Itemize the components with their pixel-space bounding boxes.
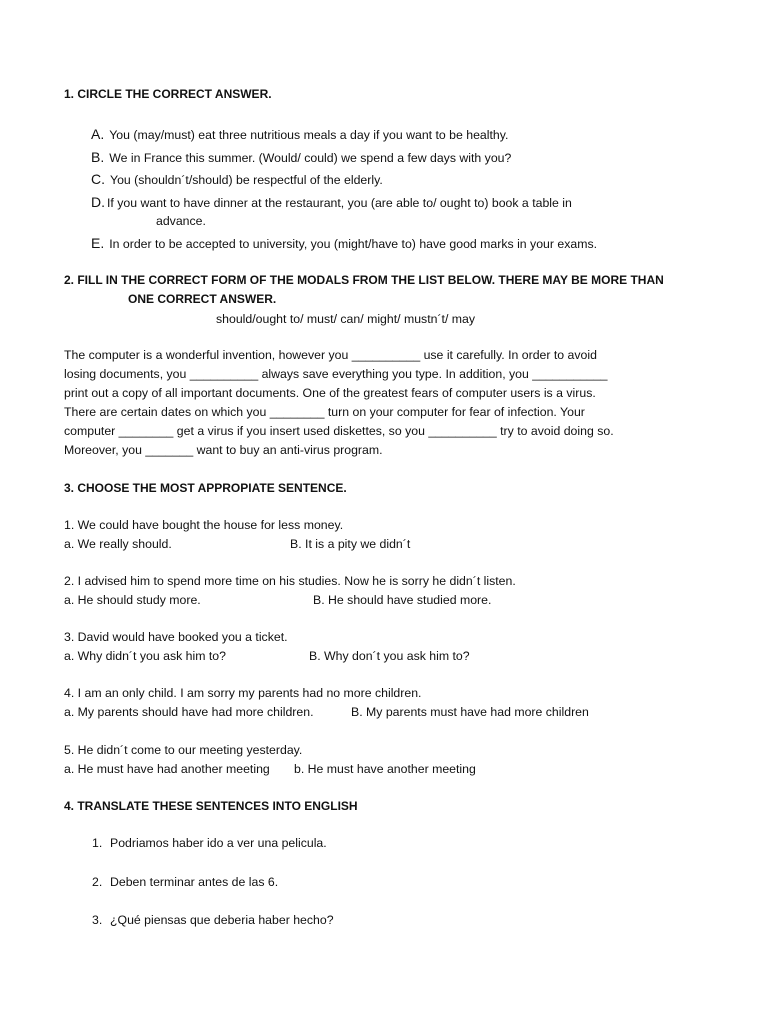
paragraph-line-4: There are certain dates on which you ________ turn on your computer for fear of infection. Your bbox=[64, 405, 585, 419]
question-5-option-b: b. He must have another meeting bbox=[294, 762, 476, 776]
question-3: 3. David would have booked you a ticket. bbox=[64, 630, 288, 644]
item-letter: A. bbox=[91, 126, 105, 142]
item-number: 1. bbox=[92, 836, 103, 850]
translate-item-1 bbox=[92, 835, 327, 851]
section1-item-b bbox=[91, 149, 511, 166]
question-2-option-a: a. He should study more. bbox=[64, 593, 201, 607]
section3-heading: 3. CHOOSE THE MOST APPROPIATE SENTENCE. bbox=[64, 481, 347, 495]
item-letter: B. bbox=[91, 149, 105, 165]
item-number: 3. bbox=[92, 913, 103, 927]
paragraph-line-5: computer ________ get a virus if you insert used diskettes, so you __________ try to avoid doing so. bbox=[64, 424, 614, 438]
item-text: You (shouldn´t/should) be respectful of the elderly. bbox=[110, 173, 383, 187]
section2-heading-continued: ONE CORRECT ANSWER. bbox=[128, 292, 277, 306]
question-4: 4. I am an only child. I am sorry my parents had no more children. bbox=[64, 686, 422, 700]
item-number: 2. bbox=[92, 875, 103, 889]
question-4-option-a: a. My parents should have had more children. bbox=[64, 705, 314, 719]
question-3-option-a: a. Why didn´t you ask him to? bbox=[64, 649, 226, 663]
section1-item-e bbox=[91, 235, 597, 252]
item-text: In order to be accepted to university, you (might/have to) have good marks in your exams. bbox=[109, 237, 598, 251]
item-letter: E. bbox=[91, 235, 105, 251]
section1-item-d bbox=[91, 194, 572, 211]
paragraph-line-1: The computer is a wonderful invention, however you __________ use it carefully. In order to avoid bbox=[64, 348, 597, 362]
question-1-option-a: a. We really should. bbox=[64, 537, 172, 551]
question-2: 2. I advised him to spend more time on his studies. Now he is sorry he didn´t listen. bbox=[64, 574, 516, 588]
question-5-option-a: a. He must have had another meeting bbox=[64, 762, 270, 776]
item-text: If you want to have dinner at the restaurant, you (are able to/ ought to) book a table in bbox=[107, 196, 572, 210]
item-letter: D. bbox=[91, 194, 105, 210]
item-text: We in France this summer. (Would/ could) we spend a few days with you? bbox=[109, 151, 512, 165]
section1-heading: 1. CIRCLE THE CORRECT ANSWER. bbox=[64, 87, 272, 101]
paragraph-line-6: Moreover, you _______ want to buy an anti-virus program. bbox=[64, 443, 383, 457]
paragraph-line-2: losing documents, you __________ always save everything you type. In addition, you ___________ bbox=[64, 367, 608, 381]
section4-heading: 4. TRANSLATE THESE SENTENCES INTO ENGLISH bbox=[64, 799, 358, 813]
paragraph-line-3: print out a copy of all important documents. One of the greatest fears of computer users is a virus. bbox=[64, 386, 596, 400]
question-3-option-b: B. Why don´t you ask him to? bbox=[309, 649, 470, 663]
item-text: ¿Qué piensas que deberia haber hecho? bbox=[110, 913, 334, 927]
item-text: Podriamos haber ido a ver una pelicula. bbox=[110, 836, 327, 850]
section1-item-c bbox=[91, 171, 383, 188]
item-letter: C. bbox=[91, 171, 105, 187]
question-4-option-b: B. My parents must have had more children bbox=[351, 705, 589, 719]
question-1-option-b: B. It is a pity we didn´t bbox=[290, 537, 411, 551]
item-text: You (may/must) eat three nutritious meals a day if you want to be healthy. bbox=[109, 128, 509, 142]
section2-heading: 2. FILL IN THE CORRECT FORM OF THE MODALS FROM THE LIST BELOW. THERE MAY BE MORE THAN bbox=[64, 273, 664, 287]
item-text: Deben terminar antes de las 6. bbox=[110, 875, 279, 889]
translate-item-2 bbox=[92, 874, 278, 890]
question-5: 5. He didn´t come to our meeting yesterday. bbox=[64, 743, 303, 757]
modals-list: should/ought to/ must/ can/ might/ mustn´t/ may bbox=[216, 312, 476, 326]
question-2-option-b: B. He should have studied more. bbox=[313, 593, 492, 607]
section1-item-a bbox=[91, 126, 508, 143]
question-1: 1. We could have bought the house for less money. bbox=[64, 518, 344, 532]
section1-item-d-continued: advance. bbox=[156, 214, 206, 228]
translate-item-3 bbox=[92, 912, 334, 928]
